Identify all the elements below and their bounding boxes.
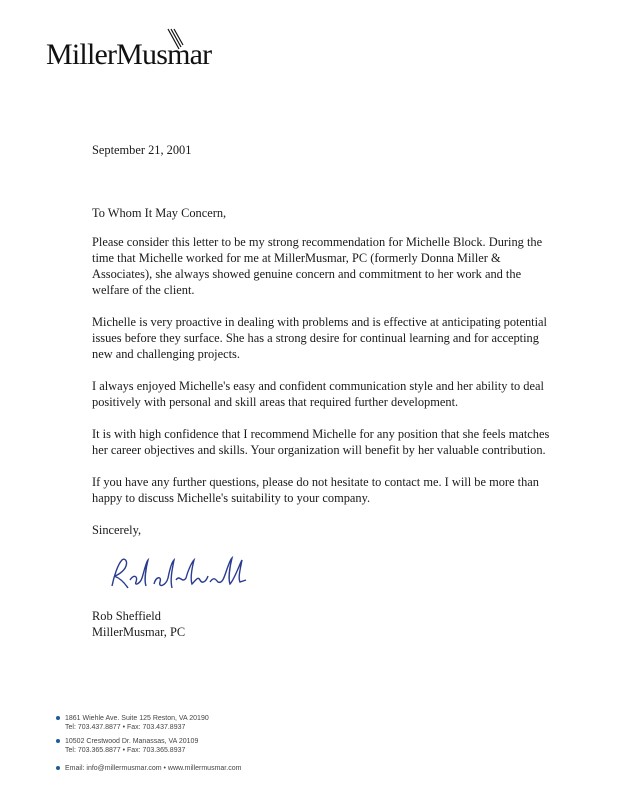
contact-info — [56, 764, 241, 773]
phone-line: Tel: 703.365.8877 • Fax: 703.365.8937 — [65, 747, 186, 754]
letter-paragraph: Please consider this letter to be my strong recommendation for Michelle Block. During the time that Michelle worked for me at MillerMusmar, PC (formerly Donna Miller & Associates), she always showed genuine concern and commitment to her work and the welfare of the client. — [92, 235, 543, 297]
logo-text: MillerMusmar — [46, 38, 212, 71]
address-line: 10502 Crestwood Dr. Manassas, VA 20109 — [65, 738, 199, 745]
phone-line: Tel: 703.437.8877 • Fax: 703.437.8937 — [65, 724, 186, 731]
letter-date: September 21, 2001 — [92, 143, 192, 157]
address-line: 1861 Wiehle Ave. Suite 125 Reston, VA 20190 — [65, 715, 209, 722]
letter-paragraph: It is with high confidence that I recommend Michelle for any position that she feels matches her career objectives and skills. Your organization will benefit by her valuable contribution. — [92, 427, 550, 457]
letter-paragraph: I always enjoyed Michelle's easy and confident communication style and her ability to deal positively with personal and skill areas that required further development. — [92, 379, 544, 409]
office-address — [56, 737, 241, 755]
letter-closing: Sincerely, — [92, 523, 142, 537]
email-web-line: Email: info@millermusmar.com • www.millermusmar.com — [65, 765, 242, 772]
signer-company: MillerMusmar, PC — [92, 625, 186, 639]
company-logo — [46, 24, 256, 76]
letter-body — [92, 142, 552, 538]
letter-paragraph: If you have any further questions, please do not hesitate to contact me. I will be more than happy to discuss Michelle's suitability to your company. — [92, 475, 539, 505]
letter-paragraph: Michelle is very proactive in dealing with problems and is effective at anticipating potential issues before they surface. She has a strong desire for continual learning and for accepting new and challenging projects. — [92, 315, 547, 361]
bullet-icon — [56, 716, 60, 720]
office-address — [56, 714, 241, 732]
letterhead-footer — [56, 714, 241, 778]
handwritten-signature — [106, 554, 256, 596]
signer-block — [92, 608, 185, 640]
letter-salutation: To Whom It May Concern, — [92, 206, 227, 220]
signer-name: Rob Sheffield — [92, 609, 161, 623]
bullet-icon — [56, 766, 60, 770]
bullet-icon — [56, 739, 60, 743]
